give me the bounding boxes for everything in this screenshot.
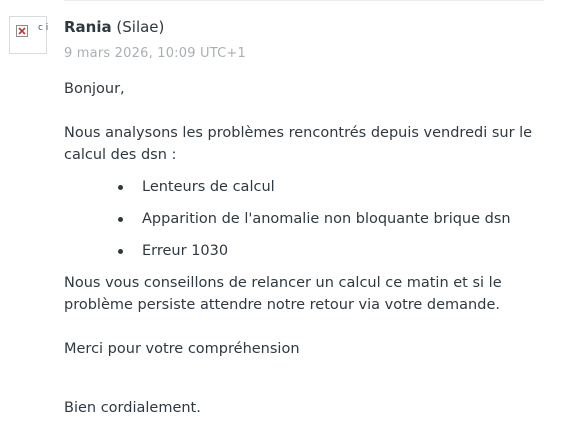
- separator-line: [64, 0, 544, 1]
- list-item: [64, 176, 511, 208]
- avatar[interactable]: [9, 16, 47, 54]
- list-item: [64, 240, 511, 272]
- author-name: Rania: [64, 18, 112, 36]
- list-item-text: Erreur 1030: [142, 243, 229, 259]
- issue-list: [64, 176, 511, 272]
- closing-text: Bien cordialement.: [64, 400, 201, 416]
- bullet-icon: [118, 249, 123, 254]
- avatar-alt-text: c i: [38, 23, 49, 33]
- author-organization: (Silae): [116, 18, 165, 36]
- list-item-text: Apparition de l'anomalie non bloquante brique dsn: [142, 211, 511, 227]
- intro-paragraph: Nous analysons les problèmes rencontrés depuis vendredi sur le calcul des dsn :: [64, 125, 533, 163]
- list-item: [64, 208, 511, 240]
- bullet-icon: [118, 217, 123, 222]
- comment-author: [64, 17, 164, 37]
- greeting-text: Bonjour,: [64, 81, 125, 97]
- list-item-text: Lenteurs de calcul: [142, 179, 275, 195]
- broken-image-icon: [16, 25, 28, 37]
- bullet-icon: [118, 185, 123, 190]
- advice-paragraph: Nous vous conseillons de relancer un calcul ce matin et si le problème persiste attendre notre retour via votre demande.: [64, 275, 502, 313]
- thanks-text: Merci pour votre compréhension: [64, 341, 300, 357]
- comment-timestamp[interactable]: 9 mars 2026, 10:09 UTC+1: [64, 46, 246, 61]
